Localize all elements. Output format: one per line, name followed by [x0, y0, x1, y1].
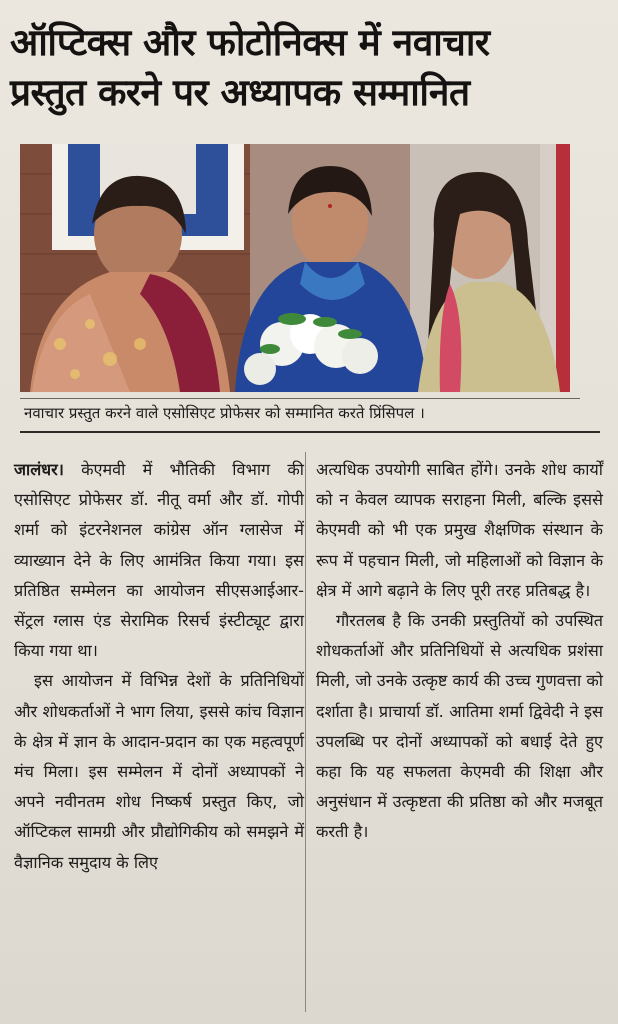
- headline: [10, 18, 605, 118]
- paragraph-4: गौरतलब है कि उनकी प्रस्तुतियों को उपस्थित शोधकर्ताओं और प्रतिनिधियों से अत्यधिक प्रशंसा मिली, जो उनके उत्कृष्ट कार्य की उच्च गुणवत्ता को दर्शाता है। प्राचार्या डॉ. आतिमा शर्मा द्विवेदी ने इस उपलब्धि पर दोनों अध्यापकों को बधाई देते हुए कहा कि यह सफलता केएमवी की शिक्षा और अनुसंधान में उत्कृष्टता की प्रतिष्ठा को और मजबूत करती है।: [316, 611, 603, 842]
- paragraph-1-text: केएमवी में भौतिकी विभाग की एसोसिएट प्रोफेसर डॉ. नीतू वर्मा और डॉ. गोपी शर्मा को इंटरनेशनल कांग्रेस ऑन ग्लासेज में व्याख्यान देने के लिए आमंत्रित किया गया। इस प्रतिष्ठित सम्मेलन का आयोजन सीएसआईआर- सेंट्रल ग्लास एंड सेरामिक रिसर्च इंस्टीट्यूट द्वारा किया गया था।: [14, 460, 304, 661]
- paragraph-1: [14, 455, 304, 666]
- paragraph-2: इस आयोजन में विभिन्न देशों के प्रतिनिधियों और शोधकर्ताओं ने भाग लिया, इससे कांच विज्ञान के क्षेत्र में ज्ञान के आदान-प्रदान का एक महत्वपूर्ण मंच मिला। इस सम्मेलन में दोनों अध्यापकों ने अपने नवीनतम शोध निष्कर्ष प्रस्तुत किए, जो ऑप्टिकल सामग्री और प्रौद्योगिकीय को समझने में वैज्ञानिक समुदाय के लिए: [14, 671, 304, 872]
- column-divider: [305, 452, 306, 1012]
- right-column: [316, 455, 603, 848]
- photo-illustration: [20, 144, 570, 392]
- dateline: जालंधर।: [14, 460, 64, 479]
- left-column: [14, 455, 304, 878]
- caption-rule: [20, 398, 580, 399]
- headline-line-2: प्रस्तुत करने पर अध्यापक सम्मानित: [10, 71, 470, 114]
- paragraph-3: अत्यधिक उपयोगी साबित होंगे। उनके शोध कार्यों को न केवल व्यापक सराहना मिली, बल्कि इससे केएमवी को भी एक प्रमुख शैक्षणिक संस्थान के रूप में पहचान मिली, जो महिलाओं को विज्ञान के क्षेत्र में आगे बढ़ाने के लिए पूरी तरह प्रतिबद्ध है।: [316, 460, 603, 600]
- photo-caption: नवाचार प्रस्तुत करने वाले एसोसिएट प्रोफेसर को सम्मानित करते प्रिंसिपल ।: [24, 404, 425, 422]
- headline-line-1: ऑप्टिक्स और फोटोनिक्स में नवाचार: [10, 21, 490, 64]
- news-photo: [20, 144, 570, 392]
- section-rule: [20, 431, 600, 433]
